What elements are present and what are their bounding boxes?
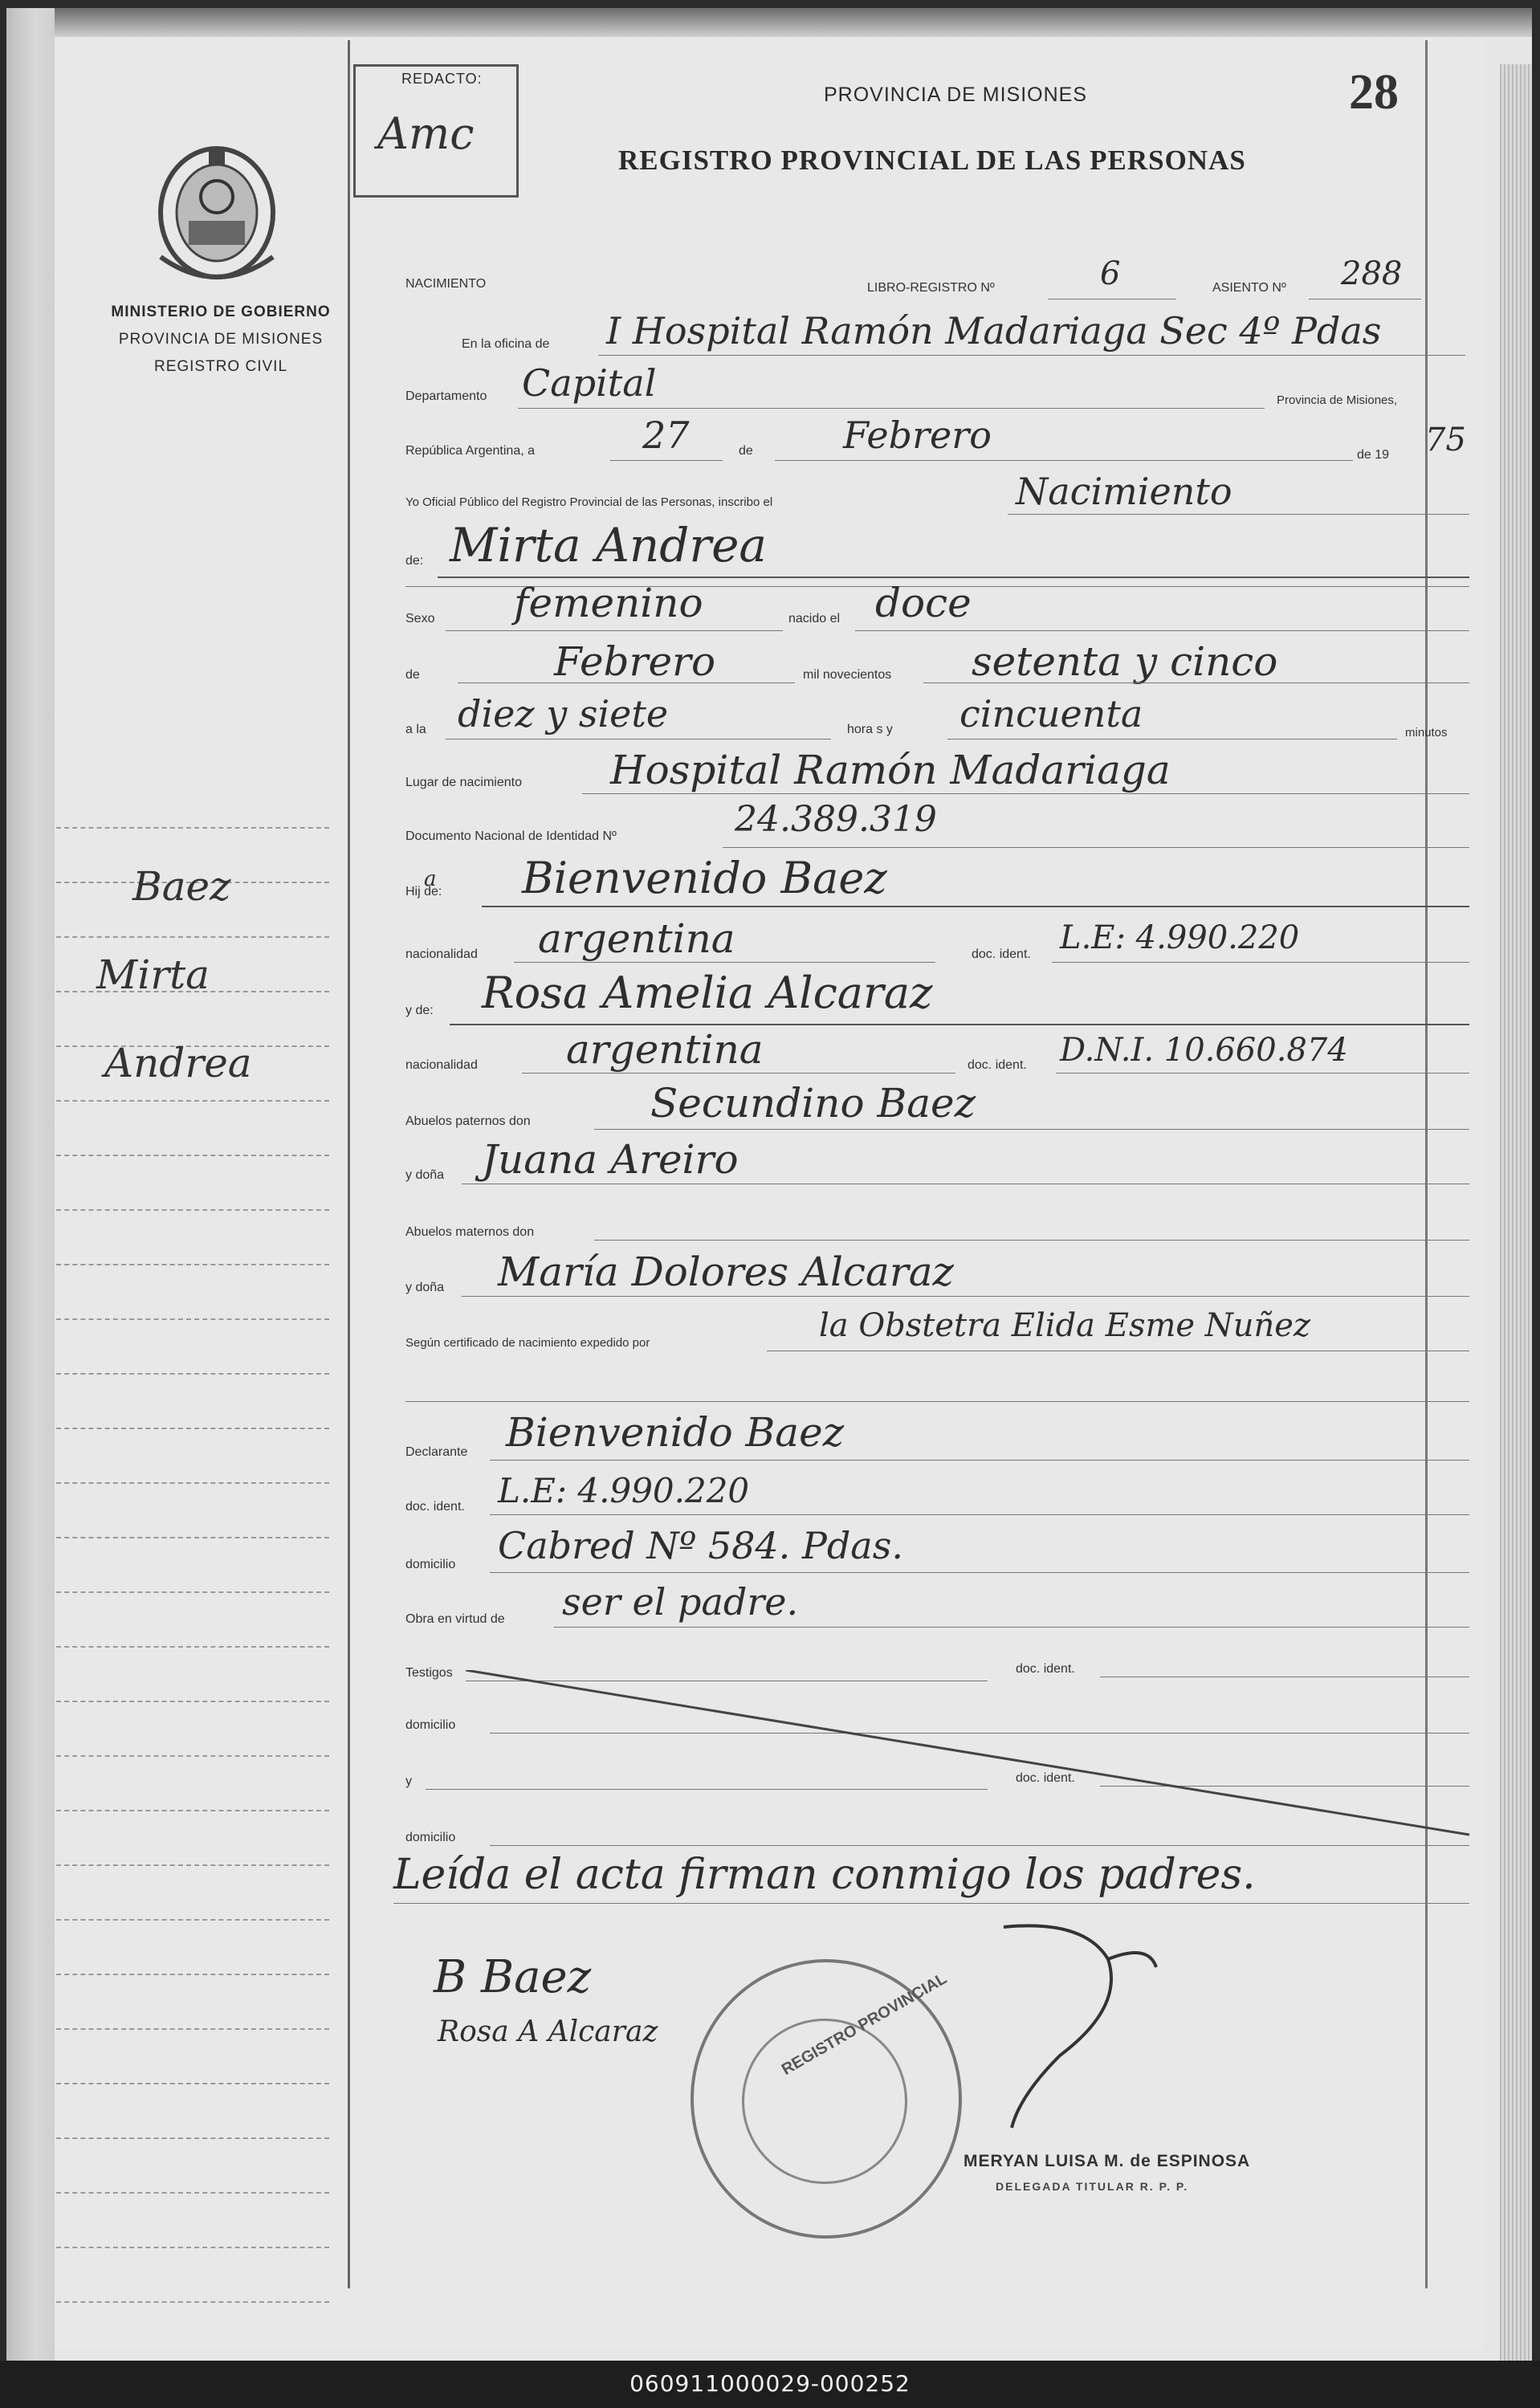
label-oficina: En la oficina de bbox=[462, 337, 550, 351]
label-y-testigo-2: y bbox=[405, 1774, 412, 1788]
label-lugar: Lugar de nacimiento bbox=[405, 776, 522, 789]
margin-divider-left bbox=[348, 40, 350, 2288]
value-declarante-domicilio: Cabred Nº 584. Pdas. bbox=[498, 1524, 903, 1567]
label-hijo-de: Hij de: bbox=[405, 885, 442, 898]
value-hija-letter: a bbox=[424, 867, 437, 891]
underline-madre-nacionalidad bbox=[522, 1073, 955, 1074]
underline-acto bbox=[1008, 514, 1469, 515]
value-nombre: Mirta Andrea bbox=[450, 518, 767, 572]
value-hora: diez y siete bbox=[458, 692, 669, 735]
margin-rule-line bbox=[56, 1646, 329, 1648]
label-testigo-2-domicilio: domicilio bbox=[405, 1831, 456, 1844]
underline-nacido-el bbox=[855, 630, 1469, 631]
value-sexo: femenino bbox=[514, 580, 703, 626]
margin-rule-line bbox=[56, 1318, 329, 1320]
margin-rule-line bbox=[56, 1482, 329, 1484]
label-nacimiento: NACIMIENTO bbox=[405, 277, 487, 291]
ministerio-title: MINISTERIO DE GOBIERNO bbox=[111, 304, 331, 320]
underline-declarante-doc bbox=[490, 1514, 1469, 1515]
signature-madre: Rosa A Alcaraz bbox=[438, 2015, 658, 2048]
margin-rule-line bbox=[56, 2247, 329, 2248]
margin-rule-line bbox=[56, 2083, 329, 2084]
value-acto: Nacimiento bbox=[1016, 470, 1232, 513]
ministerio-registro: REGISTRO CIVIL bbox=[153, 358, 288, 375]
label-declarante-doc: doc. ident. bbox=[405, 1500, 465, 1514]
stamp-text: REGISTRO PROVINCIAL bbox=[778, 1970, 950, 2079]
label-libro-registro: LIBRO-REGISTRO Nº bbox=[867, 281, 995, 295]
margin-divider-right bbox=[1425, 40, 1428, 2288]
label-declarante-domicilio: domicilio bbox=[405, 1558, 456, 1571]
label-de: de bbox=[739, 444, 753, 458]
margin-rule-line bbox=[56, 1701, 329, 1702]
underline-nombre bbox=[438, 577, 1469, 578]
margin-rule-line bbox=[56, 827, 329, 829]
label-testigo-1-doc: doc. ident. bbox=[1016, 1662, 1075, 1676]
signer-name: MERYAN LUISA M. de ESPINOSA bbox=[964, 2152, 1251, 2170]
value-abuela-materna: María Dolores Alcaraz bbox=[498, 1249, 954, 1295]
label-departamento: Departamento bbox=[405, 389, 487, 403]
value-asiento: 288 bbox=[1341, 255, 1403, 292]
label-abuelos-paternos: Abuelos paternos don bbox=[405, 1114, 531, 1128]
value-nacido-el: doce bbox=[875, 580, 972, 626]
label-dni: Documento Nacional de Identidad Nº bbox=[405, 829, 617, 843]
label-horas: hora s y bbox=[847, 723, 893, 736]
value-nacido-mes: Febrero bbox=[554, 638, 716, 685]
underline-declarante-domicilio bbox=[490, 1572, 1469, 1573]
label-nacido-el: nacido el bbox=[788, 612, 841, 625]
underline-padre bbox=[482, 906, 1469, 907]
left-page-edge bbox=[6, 8, 55, 2361]
underline-padre-doc bbox=[1052, 962, 1469, 963]
underline-abuelo-materno bbox=[594, 1240, 1469, 1241]
provincia-heading: PROVINCIA DE MISIONES bbox=[824, 84, 1088, 106]
underline-declarante bbox=[490, 1460, 1469, 1461]
value-oficina: I Hospital Ramón Madariaga Sec 4º Pdas bbox=[606, 309, 1382, 352]
underline-abuela-materna bbox=[462, 1296, 1469, 1297]
underline-padre-nacionalidad bbox=[514, 962, 935, 963]
value-abuelo-paterno: Secundino Baez bbox=[650, 1080, 976, 1127]
margin-rule-line bbox=[56, 1919, 329, 1921]
margin-rule-line bbox=[56, 1428, 329, 1429]
value-certificado: la Obstetra Elida Esme Nuñez bbox=[819, 1307, 1311, 1344]
value-departamento: Capital bbox=[522, 361, 657, 405]
page-stack-edge bbox=[1500, 64, 1532, 2361]
label-de-19: de 19 bbox=[1357, 448, 1390, 462]
signature-padre: B Baez bbox=[434, 1951, 592, 2003]
value-madre-nacionalidad: argentina bbox=[566, 1026, 764, 1073]
margin-rule-line bbox=[56, 2301, 329, 2303]
underline-abuelo-paterno bbox=[594, 1129, 1469, 1130]
value-padre: Bienvenido Baez bbox=[522, 853, 887, 903]
label-abuelos-maternos: Abuelos maternos don bbox=[405, 1225, 535, 1239]
value-anio: 75 bbox=[1425, 422, 1466, 458]
margin-rule-line bbox=[56, 1209, 329, 1211]
margin-note-surname: Baez bbox=[132, 863, 231, 910]
redacto-label: REDACTO: bbox=[401, 71, 483, 87]
label-padre-nacionalidad: nacionalidad bbox=[405, 947, 478, 961]
underline-hora bbox=[446, 739, 831, 740]
value-madre-doc: D.N.I. 10.660.874 bbox=[1060, 1032, 1348, 1069]
underline-madre bbox=[450, 1024, 1469, 1025]
margin-note-first-name: Mirta bbox=[96, 951, 210, 998]
label-declarante: Declarante bbox=[405, 1445, 468, 1459]
underline-lugar bbox=[582, 793, 1469, 794]
label-yo-oficial: Yo Oficial Público del Registro Provincial de las Personas, inscribo el bbox=[405, 495, 773, 509]
value-declarante-doc: L.E: 4.990.220 bbox=[498, 1471, 750, 1510]
margin-rule-line bbox=[56, 2137, 329, 2139]
margin-rule-line bbox=[56, 1373, 329, 1375]
rule-certificado bbox=[405, 1401, 1469, 1402]
margin-rule-line bbox=[56, 2192, 329, 2194]
value-padre-nacionalidad: argentina bbox=[538, 915, 735, 962]
value-padre-doc: L.E: 4.990.220 bbox=[1060, 919, 1300, 956]
margin-rule-line bbox=[56, 1974, 329, 1975]
label-mil-novecientos: mil novecientos bbox=[803, 668, 892, 682]
label-a-la: a la bbox=[405, 723, 426, 736]
margin-rule-line bbox=[56, 936, 329, 938]
sheet-id: 060911000029-000252 bbox=[629, 2370, 911, 2397]
value-madre: Rosa Amelia Alcaraz bbox=[482, 968, 933, 1018]
label-de-mes: de bbox=[405, 668, 420, 682]
label-testigo-1-domicilio: domicilio bbox=[405, 1718, 456, 1732]
underline-departamento bbox=[518, 408, 1265, 409]
value-abuela-paterna: Juana Areiro bbox=[482, 1136, 739, 1183]
value-minutos: cincuenta bbox=[959, 692, 1143, 735]
registro-title: REGISTRO PROVINCIAL DE LAS PERSONAS bbox=[618, 145, 1246, 176]
top-page-edge bbox=[55, 8, 1532, 37]
label-padre-doc: doc. ident. bbox=[972, 947, 1031, 961]
signer-role: DELEGADA TITULAR R. P. P. bbox=[996, 2180, 1189, 2193]
value-leida: Leída el acta firman conmigo los padres. bbox=[393, 1851, 1256, 1899]
margin-rule-line bbox=[56, 1155, 329, 1156]
label-minutos: minutos bbox=[1405, 726, 1448, 740]
label-asiento: ASIENTO Nº bbox=[1212, 281, 1286, 295]
label-testigos: Testigos bbox=[405, 1666, 453, 1680]
underline-minutos bbox=[947, 739, 1397, 740]
label-republica: República Argentina, a bbox=[405, 444, 535, 458]
redacto-signature: Amc bbox=[377, 108, 475, 159]
label-provincia-de-misiones: Provincia de Misiones, bbox=[1277, 393, 1398, 407]
underline-mes bbox=[775, 460, 1353, 461]
value-dni: 24.389.319 bbox=[735, 799, 937, 840]
margin-note-second-name: Andrea bbox=[104, 1040, 252, 1086]
label-y-dona-paterna: y doña bbox=[405, 1168, 445, 1182]
underline-nacido-mes bbox=[458, 682, 795, 683]
underline-obra-en-virtud bbox=[554, 1627, 1469, 1628]
value-obra-en-virtud: ser el padre. bbox=[562, 1580, 799, 1624]
value-dia: 27 bbox=[642, 414, 690, 457]
value-mes: Febrero bbox=[843, 414, 992, 457]
label-testigo-2-doc: doc. ident. bbox=[1016, 1771, 1075, 1785]
underline-madre-doc bbox=[1056, 1073, 1469, 1074]
label-segun-certificado: Según certificado de nacimiento expedido por bbox=[405, 1336, 650, 1350]
value-nacido-anio: setenta y cinco bbox=[972, 638, 1278, 685]
label-madre-nacionalidad: nacionalidad bbox=[405, 1058, 478, 1072]
value-libro: 6 bbox=[1100, 255, 1121, 292]
margin-rule-line bbox=[56, 1591, 329, 1593]
underline-nacido-anio bbox=[923, 682, 1469, 683]
underline-dni bbox=[723, 847, 1469, 848]
label-y-dona-materna: y doña bbox=[405, 1281, 445, 1294]
cancel-strike-line bbox=[466, 1670, 1477, 1847]
page-number: 28 bbox=[1349, 65, 1399, 120]
coat-of-arms-icon bbox=[136, 136, 297, 297]
underline-dia bbox=[610, 460, 723, 461]
rule-leida bbox=[393, 1903, 1469, 1904]
underline-sexo bbox=[446, 630, 783, 631]
margin-rule-line bbox=[56, 1264, 329, 1265]
margin-rule-line bbox=[56, 2028, 329, 2030]
ministerio-block bbox=[56, 304, 385, 376]
label-sexo: Sexo bbox=[405, 612, 435, 625]
margin-rule-line bbox=[56, 1100, 329, 1102]
margin-rule-line bbox=[56, 1755, 329, 1757]
value-lugar: Hospital Ramón Madariaga bbox=[610, 747, 1171, 793]
label-de-nombre: de: bbox=[405, 554, 424, 568]
signature-oficial bbox=[988, 1911, 1172, 2136]
margin-rule-line bbox=[56, 1537, 329, 1538]
underline-oficina bbox=[598, 355, 1465, 356]
margin-rule-line bbox=[56, 1864, 329, 1866]
label-madre-doc: doc. ident. bbox=[968, 1058, 1027, 1072]
value-declarante: Bienvenido Baez bbox=[506, 1409, 845, 1456]
ministerio-provincia: PROVINCIA DE MISIONES bbox=[118, 331, 324, 348]
margin-rule-line bbox=[56, 1810, 329, 1811]
label-obra-en-virtud: Obra en virtud de bbox=[405, 1612, 505, 1626]
label-y-de: y de: bbox=[405, 1004, 434, 1017]
